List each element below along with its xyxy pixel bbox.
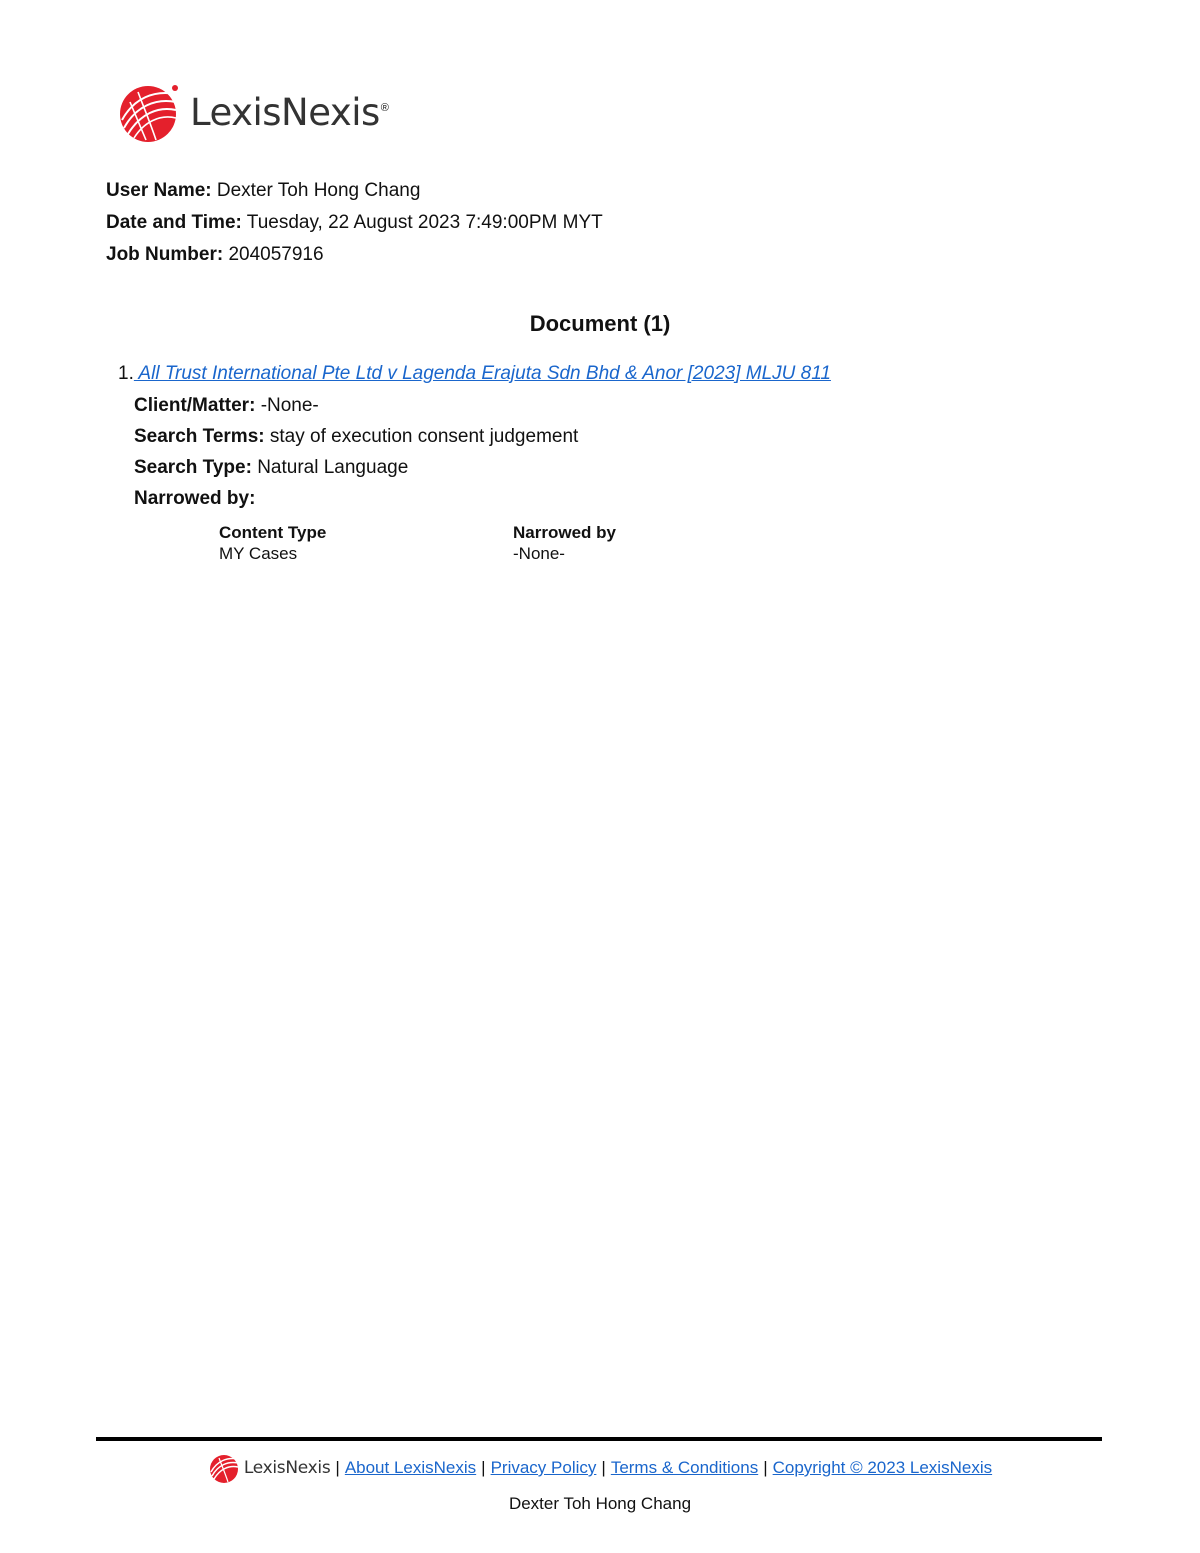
footer-brand-wordmark: LexisNexis	[243, 1458, 331, 1478]
client-matter-label: Client/Matter:	[134, 395, 256, 416]
about-lexisnexis-link[interactable]: About LexisNexis	[344, 1458, 477, 1477]
search-terms-value: stay of execution consent judgement	[269, 426, 579, 447]
narrow-table-col-content-type	[219, 522, 326, 564]
table-header-narrowed-by: Narrowed by	[513, 523, 616, 542]
narrowed-by-label: Narrowed by:	[134, 488, 256, 509]
user-name-value: Dexter Toh Hong Chang	[216, 180, 421, 201]
terms-conditions-link[interactable]: Terms & Conditions	[610, 1458, 759, 1477]
client-matter-value: -None-	[260, 395, 319, 416]
job-number-label: Job Number:	[106, 244, 224, 265]
footer-links-bar	[0, 1452, 1200, 1484]
user-name-label: User Name:	[106, 180, 212, 201]
lexisnexis-footer-logo-icon	[208, 1452, 240, 1484]
footer-separator: |	[481, 1458, 486, 1477]
datetime-label: Date and Time:	[106, 212, 242, 233]
document-title: Document (1)	[529, 311, 671, 336]
document-link[interactable]: All Trust International Pte Ltd v Lagenda Erajuta Sdn Bhd & Anor [2023] MLJU 811	[133, 363, 831, 384]
search-type-label: Search Type:	[134, 457, 252, 478]
footer-divider	[96, 1437, 1102, 1441]
user-name-row	[106, 180, 420, 202]
narrowed-by-row	[134, 488, 255, 510]
copyright-link[interactable]: Copyright © 2023 LexisNexis	[772, 1458, 993, 1477]
footer-separator: |	[601, 1458, 606, 1477]
footer-user-name: Dexter Toh Hong Chang	[508, 1494, 692, 1513]
footer-separator: |	[335, 1458, 340, 1477]
search-type-row	[134, 457, 408, 479]
item-number: 1.	[118, 363, 134, 384]
table-cell-narrowed-by: -None-	[513, 544, 565, 563]
privacy-policy-link[interactable]: Privacy Policy	[490, 1458, 597, 1477]
client-matter-row	[134, 395, 319, 417]
search-terms-label: Search Terms:	[134, 426, 265, 447]
job-number-row	[106, 244, 324, 266]
registered-mark: ®	[380, 102, 389, 114]
brand-wordmark: LexisNexis	[190, 90, 380, 134]
footer-separator: |	[763, 1458, 768, 1477]
lexisnexis-logo	[116, 80, 389, 144]
table-header-content-type: Content Type	[219, 523, 327, 542]
datetime-value: Tuesday, 22 August 2023 7:49:00PM MYT	[246, 212, 603, 233]
narrow-table-col-narrowed-by	[513, 522, 616, 564]
table-cell-content-type: MY Cases	[219, 544, 298, 563]
lexisnexis-logo-icon	[116, 80, 180, 144]
document-list-item	[118, 363, 831, 385]
job-number-value: 204057916	[228, 244, 324, 265]
datetime-row	[106, 212, 603, 234]
search-terms-row	[134, 426, 578, 448]
search-type-value: Natural Language	[257, 457, 409, 478]
